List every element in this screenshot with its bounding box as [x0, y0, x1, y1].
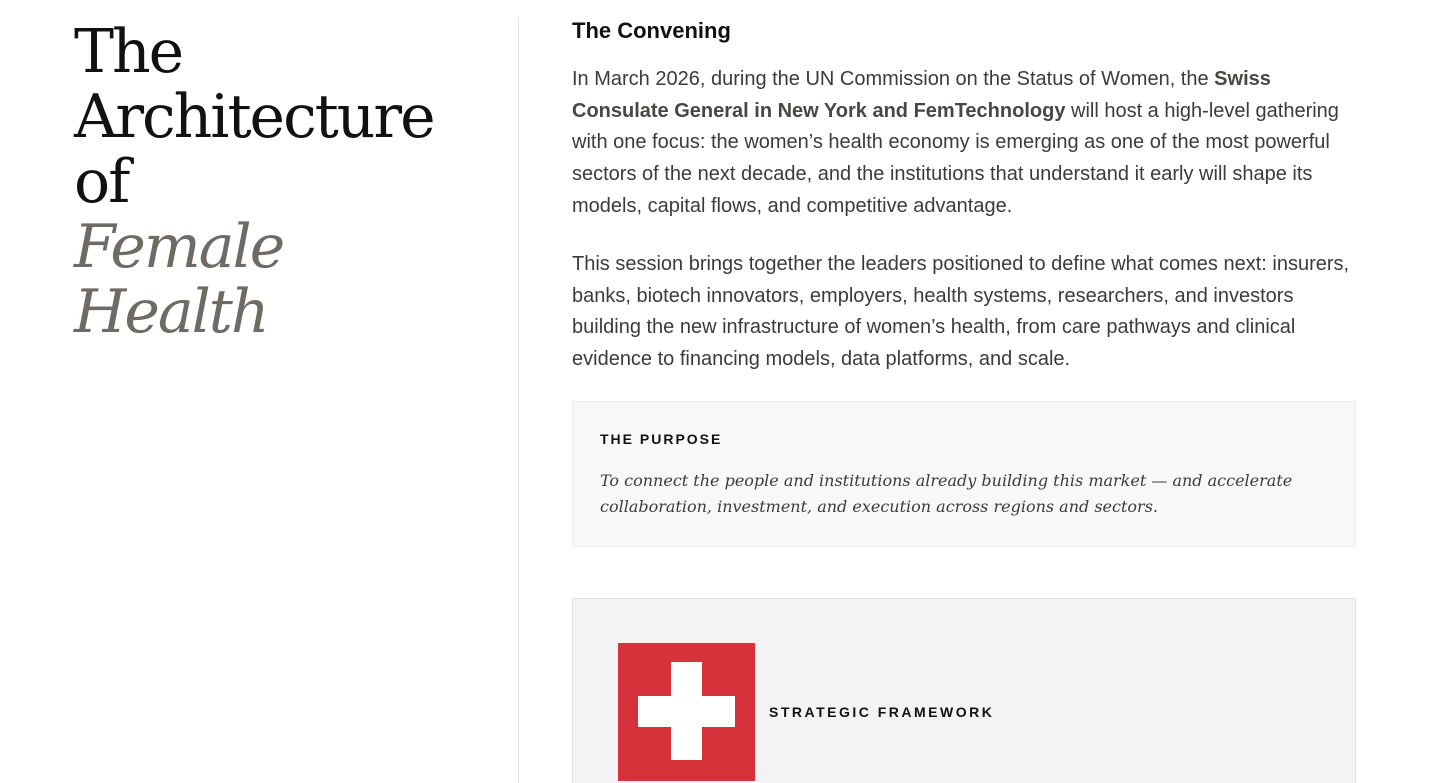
- convening-paragraph: [572, 64, 1356, 223]
- swiss-flag-icon: [618, 643, 755, 781]
- paragraph-text: In March 2026, during the UN Commission on the Status of Women, the: [572, 68, 1215, 90]
- strategic-framework-card: [572, 598, 1356, 783]
- hero-title-line: of: [74, 147, 129, 217]
- section-heading: The Convening: [572, 18, 731, 43]
- hero-title-line: Architecture: [74, 82, 434, 152]
- hero-title-line: The: [74, 17, 183, 87]
- hero-title-accent-line: Health: [74, 277, 268, 347]
- purpose-callout: [572, 401, 1356, 547]
- hero-title-accent-line: Female: [74, 212, 284, 282]
- paragraph-text: will host a high-level gathering with one focus: the women’s health economy is emerging as one of the most powerful sectors of the next decade, and the institutions that understand it early will shape its models, capital flows, and competitive advantage.: [572, 99, 1339, 217]
- flag-cross-horizontal: [638, 696, 735, 727]
- framework-label: STRATEGIC FRAMEWORK: [769, 704, 995, 720]
- hero-title: [74, 17, 434, 347]
- session-paragraph: This session brings together the leaders positioned to define what comes next: insurers, banks, biotech innovators, employers, health systems, researchers, and investors building the new infrastructure of women’s health, from care pathways and clinical evidence to financing models, data platforms, and scale.: [572, 253, 1350, 371]
- purpose-label: THE PURPOSE: [600, 431, 723, 447]
- column-divider: [518, 17, 519, 783]
- hero-column: [0, 0, 519, 783]
- purpose-text: To connect the people and institutions already building this market — and accelerate collaboration, investment, and execution across regions and sectors.: [600, 471, 1293, 516]
- host-organizations: Swiss Consulate General in New York and FemTechnology: [572, 68, 1271, 122]
